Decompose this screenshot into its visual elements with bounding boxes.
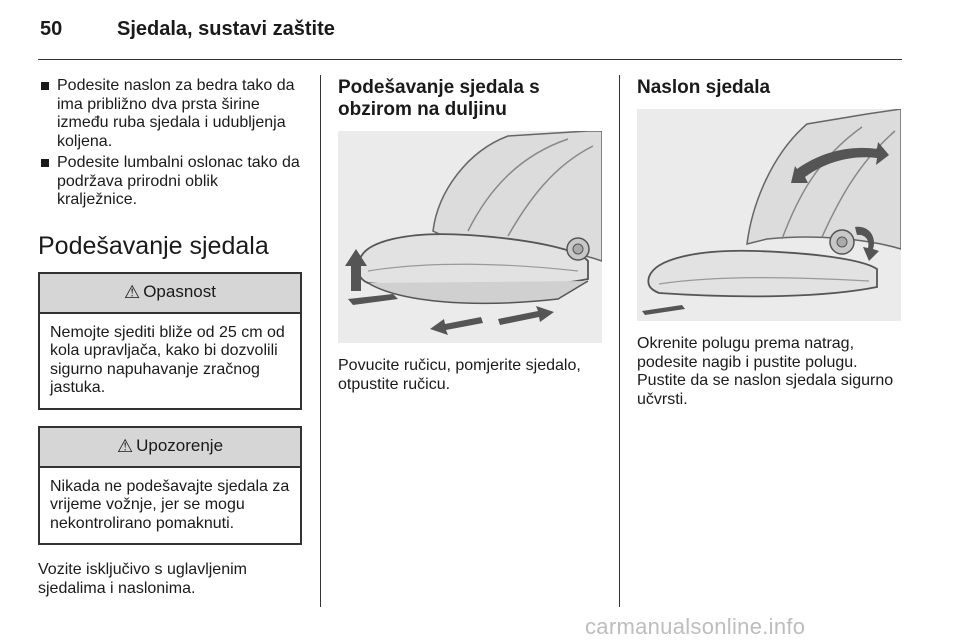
subsection-title: Podešavanje sjedala s obzirom na duljinu — [338, 77, 540, 120]
bullet-list — [38, 77, 302, 210]
seat-length-illustration — [338, 131, 602, 343]
column-1 — [38, 77, 302, 598]
danger-box-header — [40, 274, 300, 314]
column-2 — [338, 77, 602, 394]
warning-triangle-icon: ⚠ — [116, 436, 134, 457]
page-number: 50 — [40, 18, 63, 40]
warning-text: Nikada ne podešavajte sjedala za vrijeme vožnje, jer se mogu nekontrolirano pomaknuti. — [50, 477, 290, 532]
warning-label: Upozorenje — [136, 436, 224, 456]
danger-box — [38, 272, 302, 410]
column-3 — [637, 77, 901, 409]
warning-triangle-icon: ⚠ — [124, 282, 141, 303]
warning-box-header — [40, 428, 300, 468]
bullet-item: Podesite naslon za bedra tako da ima približno dva prsta širine između ruba sjedala i udubljenja koljena. — [38, 77, 302, 151]
page-title: Sjedala, sustavi zaštite — [117, 18, 335, 40]
watermark: carmanualsonline.info — [585, 614, 806, 639]
backrest-instructions: Okrenite polugu prema natrag, podesite nagib i pustite polugu. Pustite da se naslon sjedala sigurno učvrsti. — [637, 335, 894, 408]
square-bullet-icon — [41, 159, 49, 167]
subsection-title: Naslon sjedala — [637, 77, 771, 98]
danger-text: Nemojte sjediti bliže od 25 cm od kola upravljača, kako bi dozvolili sigurno napuhavanje zračnog jastuka. — [50, 323, 285, 396]
square-bullet-icon — [41, 82, 49, 90]
column-divider-2 — [619, 75, 620, 607]
backrest-illustration — [637, 109, 901, 321]
length-instructions: Povucite ručicu, pomjerite sjedalo, otpustite ručicu. — [338, 357, 581, 393]
column-divider-1 — [320, 75, 321, 607]
closing-paragraph: Vozite isključivo s uglavljenim sjedalima i naslonima. — [38, 561, 247, 597]
warning-box — [38, 426, 302, 546]
section-title: Podešavanje sjedala — [38, 231, 269, 260]
header-rule — [38, 59, 902, 60]
bullet-item: Podesite lumbalni oslonac tako da podržava prirodni oblik kralježnice. — [38, 154, 302, 210]
danger-label: Opasnost — [143, 282, 216, 302]
